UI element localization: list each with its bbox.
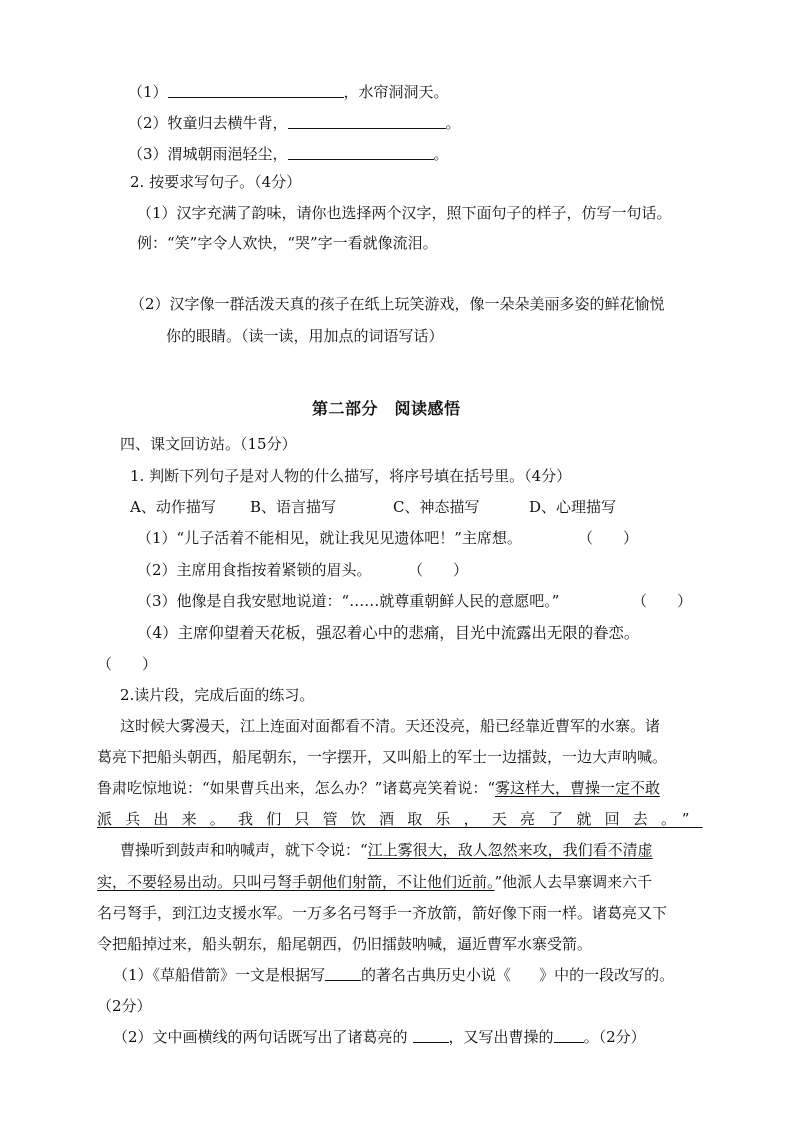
option-c: C、神态描写 — [393, 498, 480, 516]
fill-item-1 — [128, 82, 449, 102]
passage-line — [97, 872, 652, 892]
passage-text: 曹操听到鼓声和呐喊声，就下令说：“ — [120, 841, 368, 859]
passage-line: 这时候大雾漫天，江上连面对面都看不清。天还没亮，船已经靠近曹军的水寨。诸 — [120, 717, 661, 735]
section-4-heading: 四、课文回访站。（15分） — [120, 435, 297, 453]
fill-item-3-text: （3）渭城朝雨浥轻尘， — [128, 145, 288, 163]
question-2-heading: 2. 按要求写句子。（4分） — [130, 173, 302, 191]
sub-question-1-text: （1）《草船借箭》一文是根据写 — [113, 966, 326, 984]
fill-item-3 — [128, 144, 449, 164]
sub-question-1-text: 》中的一段改写的。 — [539, 966, 675, 984]
answer-blank[interactable] — [554, 1028, 584, 1043]
answer-paren-2[interactable]: （ ） — [408, 561, 469, 579]
question-2-sub-2: （2）汉字像一群活泼天真的孩子在纸上玩笑游戏，像一朵朵美丽多姿的鲜花愉悦 — [130, 295, 665, 313]
question-2-example: 例：“笑”字令人欢快，“哭”字一看就像流泪。 — [137, 234, 438, 252]
answer-paren-1[interactable]: （ ） — [578, 529, 639, 547]
sub-question-1 — [113, 965, 674, 985]
answer-paren-3[interactable]: （ ） — [632, 592, 693, 610]
question-2-sub-1: （1）汉字充满了韵味，请你也选择两个汉字，照下面句子的样子，仿写一句话。 — [137, 204, 672, 222]
underlined-sentence: 派兵出来。我们只管饮酒取乐，天亮了就回去。” — [97, 810, 703, 828]
judge-item-3: （3）他像是自我安慰地说道：“……就尊重朝鲜人民的意愿吧。” — [137, 592, 560, 610]
answer-blank[interactable] — [288, 114, 446, 129]
answer-blank[interactable] — [413, 1028, 449, 1043]
underlined-sentence: 江上雾很大，敌人忽然来攻，我们看不清虚 — [367, 841, 653, 859]
fill-item-2 — [128, 113, 461, 133]
option-a: A、动作描写 — [130, 498, 216, 516]
option-d: D、心理描写 — [529, 498, 617, 516]
sub-question-2-text: （2）文中画横线的两句话既写出了诸葛亮的 — [113, 1028, 408, 1046]
question-1-heading: 1. 判断下列句子是对人物的什么描写，将序号填在括号里。（4分） — [130, 467, 572, 485]
fill-item-3-end: 。 — [433, 145, 449, 163]
question-2b-heading: 2.读片段，完成后面的练习。 — [120, 686, 315, 704]
passage-line: 令把船掉过来，船头朝东，船尾朝西，仍旧擂鼓呐喊，逼近曹军水寨受箭。 — [97, 935, 593, 953]
fill-item-1-text: ，水帘洞洞天。 — [343, 83, 449, 101]
fill-item-2-end: 。 — [445, 114, 461, 132]
answer-blank[interactable] — [168, 83, 344, 98]
passage-line: 名弓弩手，到江边支援水军。一万多名弓弩手一齐放箭，箭好像下雨一样。诸葛亮又下 — [97, 904, 668, 922]
question-2-sub-2-cont: 你的眼睛。（读一读，用加点的词语写话） — [166, 327, 444, 345]
underlined-sentence: 实，不要轻易出动。只叫弓弩手朝他们射箭，不让他们近前。 — [97, 873, 495, 891]
sub-question-2-text: ，又写出曹操的 — [448, 1028, 554, 1046]
sub-question-2 — [113, 1027, 646, 1047]
passage-line: 葛亮下把船头朝西，船尾朝东，一字摆开，又叫船上的军士一边擂鼓，一边大声呐喊。 — [97, 748, 668, 766]
passage-line — [97, 778, 660, 798]
fill-item-2-text: （2）牧童归去横牛背， — [128, 114, 288, 132]
underlined-sentence: 雾这样大，曹操一定不敢 — [495, 779, 661, 797]
answer-paren-4[interactable]: （ ） — [97, 655, 158, 673]
passage-text: ”他派人去旱寨调来六千 — [494, 873, 653, 891]
judge-item-2: （2）主席用食指按着紧锁的眉头。 — [137, 561, 372, 579]
option-b: B、语言描写 — [250, 498, 337, 516]
fill-item-1-number: （1） — [128, 83, 168, 101]
judge-item-1: （1）“儿子活着不能相见，就让我见见遗体吧！”主席想。 — [137, 529, 522, 547]
sub-question-2-text: 。（2分） — [583, 1028, 646, 1046]
passage-line — [120, 840, 653, 860]
sub-question-1-score: （2分） — [97, 997, 152, 1015]
passage-text: 鲁肃吃惊地说：“如果曹兵出来，怎么办？”诸葛亮笑着说：“ — [97, 779, 496, 797]
answer-blank[interactable] — [325, 966, 361, 981]
section-title: 第二部分 阅读感悟 — [312, 399, 461, 418]
sub-question-1-text: 的著名古典历史小说《 — [361, 966, 512, 984]
answer-blank[interactable] — [288, 145, 434, 160]
judge-item-4: （4）主席仰望着天花板，强忍着心中的悲痛，目光中流露出无限的眷恋。 — [137, 624, 640, 642]
